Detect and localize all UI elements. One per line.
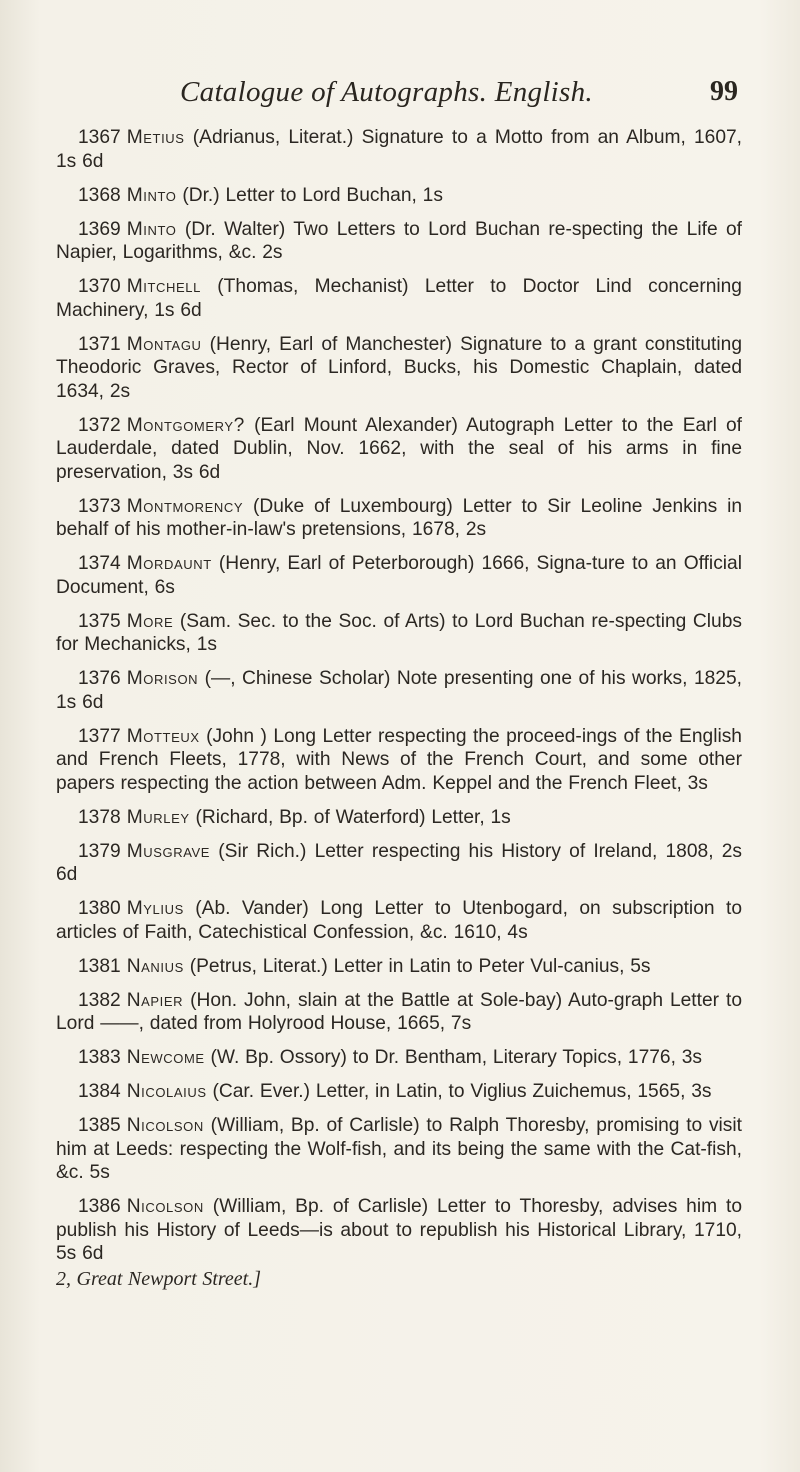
- entry-number: 1374: [78, 553, 121, 574]
- entry-description: (Duke of Luxembourg) Letter to Sir Leoline Jenkins in behalf of his mother-in-law's pretensions, 1678, 2s: [56, 495, 742, 540]
- entry-number: 1377: [78, 725, 121, 747]
- catalogue-entry: [56, 1046, 742, 1070]
- entry-number: 1378: [78, 806, 121, 828]
- entry-name: Nicolson: [126, 1115, 204, 1136]
- catalogue-entry: [56, 806, 742, 830]
- catalogue-entry: [56, 275, 742, 322]
- catalogue-entry: [56, 610, 742, 657]
- entry-number: 1384: [78, 1081, 121, 1102]
- entry-name: Mordaunt: [126, 553, 212, 574]
- entry-description: (Thomas, Mechanist) Letter to Doctor Lind concerning Machinery, 1s 6d: [56, 276, 742, 321]
- entry-name: Murley: [126, 806, 190, 828]
- entry-description: (Richard, Bp. of Waterford) Letter, 1s: [195, 806, 511, 828]
- running-title: Catalogue of Autographs. English.: [180, 76, 593, 108]
- entry-name: Montagu: [126, 333, 202, 355]
- entry-name: Minto: [126, 184, 177, 206]
- entry-description: (John ) Long Letter respecting the proceed-ings of the English and French Fleets, 1778, with News of the French Court, and some other papers respecting the action between Adm. Keppel and the French Fleet, 3s: [56, 725, 742, 794]
- entry-description: (William, Bp. of Carlisle) Letter to Thoresby, advises him to publish his History of Leeds—is about to republish his Historical Library, 1710, 5s 6d: [56, 1196, 742, 1264]
- entry-description: (Petrus, Literat.) Letter in Latin to Peter Vul-canius, 5s: [189, 955, 651, 977]
- entry-description: (Dr. Walter) Two Letters to Lord Buchan re-specting the Life of Napier, Logarithms, &c. 2s: [56, 218, 742, 263]
- entry-number: 1382: [78, 989, 121, 1011]
- entry-number: 1383: [78, 1047, 121, 1068]
- entry-name: Morison: [126, 668, 199, 689]
- catalogue-entry: [56, 897, 742, 944]
- entry-name: Nanius: [126, 955, 184, 977]
- catalogue-entry: [56, 1195, 742, 1266]
- catalogue-entries: [56, 126, 742, 1302]
- catalogue-entry: [56, 955, 742, 979]
- catalogue-entry: [56, 495, 742, 542]
- page-number: 99: [710, 76, 738, 107]
- entry-number: 1371: [78, 333, 121, 355]
- entry-name: Nicolson: [126, 1196, 204, 1217]
- entry-name: Metius: [126, 127, 185, 148]
- entry-description: (William, Bp. of Carlisle) to Ralph Thoresby, promising to visit him at Leeds: respecting the Wolf-fish, and its being the same with the Cat-fish, &c. 5s: [56, 1115, 742, 1183]
- entry-name: Napier: [126, 989, 184, 1011]
- entry-name: Musgrave: [126, 840, 211, 862]
- catalogue-entry: [56, 989, 742, 1036]
- entry-number: 1386: [78, 1196, 121, 1217]
- catalogue-entry: [56, 218, 742, 265]
- entry-description: (Hon. John, slain at the Battle at Sole-bay) Auto-graph Letter to Lord ——, dated from Holyrood House, 1665, 7s: [56, 989, 742, 1034]
- entry-name: Montmorency: [126, 495, 244, 517]
- entry-name: More: [126, 610, 174, 632]
- entry-description: (Ab. Vander) Long Letter to Utenbogard, on subscription to articles of Faith, Catechistical Confession, &c. 1610, 4s: [56, 898, 742, 943]
- catalogue-entry: [56, 184, 742, 208]
- entry-number: 1375: [78, 610, 121, 632]
- catalogue-entry: [56, 126, 742, 173]
- entry-number: 1376: [78, 668, 121, 689]
- catalogue-entry: [56, 552, 742, 599]
- publisher-address: 2, Great Newport Street.]: [56, 1268, 262, 1290]
- page-header: [60, 76, 738, 116]
- entry-number: 1370: [78, 276, 121, 297]
- catalogue-entry: [56, 725, 742, 796]
- entry-number: 1380: [78, 898, 121, 919]
- entry-number: 1373: [78, 495, 121, 517]
- entry-number: 1369: [78, 218, 121, 240]
- catalogue-entry: [56, 840, 742, 887]
- entry-description: (—, Chinese Scholar) Note presenting one of his works, 1825, 1s 6d: [56, 668, 742, 713]
- entry-description: (Henry, Earl of Manchester) Signature to a grant constituting Theodoric Graves, Rector of Linford, Bucks, his Domestic Chaplain, dated 1634, 2s: [56, 333, 742, 402]
- entry-number: 1381: [78, 955, 121, 977]
- catalogue-entry: [56, 667, 742, 714]
- entry-number: 1368: [78, 184, 121, 206]
- entry-description: (Car. Ever.) Letter, in Latin, to Viglius Zuichemus, 1565, 3s: [212, 1081, 712, 1102]
- entry-name: Nicolaius: [126, 1081, 207, 1102]
- catalogue-entry: [56, 1080, 742, 1104]
- entry-description: (W. Bp. Ossory) to Dr. Bentham, Literary Topics, 1776, 3s: [210, 1047, 703, 1068]
- entry-name: Newcome: [126, 1047, 205, 1068]
- entry-number: 1372: [78, 414, 121, 436]
- entry-number: 1379: [78, 840, 121, 862]
- entry-name: Mylius: [126, 898, 184, 919]
- catalogue-entry: [56, 1114, 742, 1185]
- catalogue-entry: [56, 414, 742, 485]
- entry-name: Montgomery?: [126, 414, 245, 436]
- entry-description: (Earl Mount Alexander) Autograph Letter to the Earl of Lauderdale, dated Dublin, Nov. 1662, with the seal of his arms in fine preservation, 3s 6d: [56, 414, 742, 483]
- entry-description: (Adrianus, Literat.) Signature to a Motto from an Album, 1607, 1s 6d: [56, 127, 742, 172]
- entry-name: Motteux: [126, 725, 200, 747]
- entry-description: (Sam. Sec. to the Soc. of Arts) to Lord Buchan re-specting Clubs for Mechanicks, 1s: [56, 610, 742, 655]
- entry-description: (Dr.) Letter to Lord Buchan, 1s: [182, 184, 443, 206]
- entry-description: (Sir Rich.) Letter respecting his History of Ireland, 1808, 2s 6d: [56, 840, 742, 885]
- entry-name: Minto: [126, 218, 177, 240]
- catalogue-entry: [56, 333, 742, 404]
- entry-description: (Henry, Earl of Peterborough) 1666, Signa-ture to an Official Document, 6s: [56, 553, 742, 598]
- entry-name: Mitchell: [126, 276, 201, 297]
- entry-number: 1367: [78, 127, 121, 148]
- entry-number: 1385: [78, 1115, 121, 1136]
